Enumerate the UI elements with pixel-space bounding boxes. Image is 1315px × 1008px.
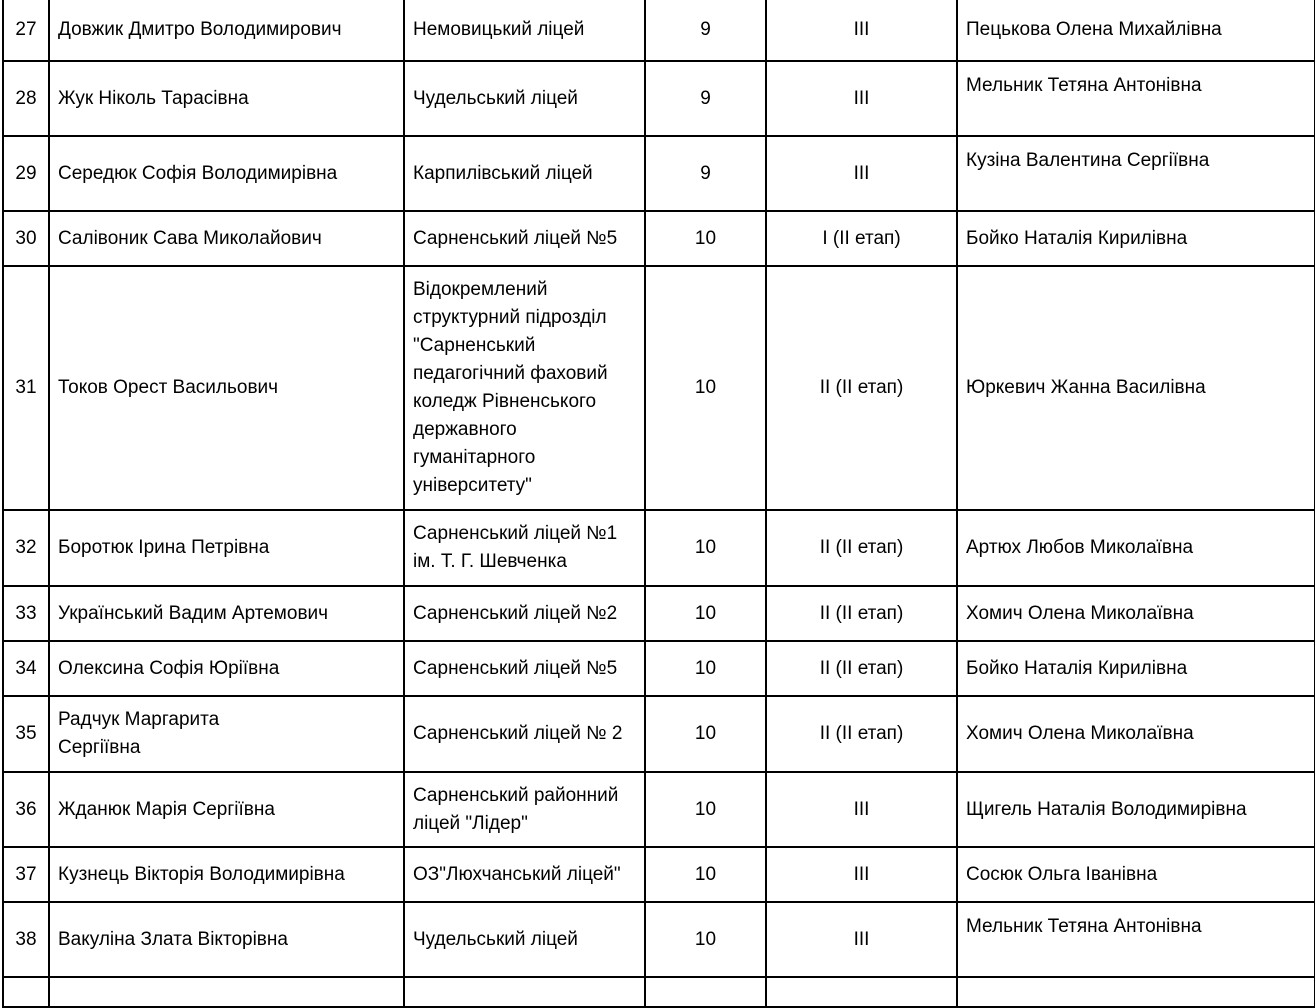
place: ІІІ xyxy=(766,61,957,136)
empty-cell xyxy=(645,977,766,1007)
table-row xyxy=(3,586,1315,641)
row-number: 38 xyxy=(3,902,49,977)
student-name: Середюк Софія Володимирівна xyxy=(49,136,404,211)
student-name: Радчук Маргарита Сергіївна xyxy=(49,696,404,772)
student-name: Жук Ніколь Тарасівна xyxy=(49,61,404,136)
student-name: Боротюк Ірина Петрівна xyxy=(49,510,404,586)
table-row xyxy=(3,136,1315,211)
table-row xyxy=(3,696,1315,772)
grade: 10 xyxy=(645,211,766,266)
table-row xyxy=(3,902,1315,977)
results-table-body xyxy=(3,0,1315,1007)
empty-cell xyxy=(404,977,645,1007)
student-name: Кузнець Вікторія Володимирівна xyxy=(49,847,404,902)
place: ІІІ xyxy=(766,772,957,847)
table-row xyxy=(3,510,1315,586)
teacher-name: Хомич Олена Миколаївна xyxy=(957,696,1315,772)
table-row xyxy=(3,772,1315,847)
row-number: 31 xyxy=(3,266,49,510)
teacher-name: Пецькова Олена Михайлівна xyxy=(957,0,1315,61)
teacher-name: Мельник Тетяна Антонівна xyxy=(957,902,1315,977)
teacher-name: Мельник Тетяна Антонівна xyxy=(957,61,1315,136)
teacher-name: Кузіна Валентина Сергіївна xyxy=(957,136,1315,211)
teacher-name: Хомич Олена Миколаївна xyxy=(957,586,1315,641)
row-number: 30 xyxy=(3,211,49,266)
place: ІІІ xyxy=(766,847,957,902)
teacher-name: Щигель Наталія Володимирівна xyxy=(957,772,1315,847)
grade: 10 xyxy=(645,696,766,772)
place: ІІ (ІІ етап) xyxy=(766,586,957,641)
place: ІІІ xyxy=(766,0,957,61)
place: ІІІ xyxy=(766,902,957,977)
empty-cell xyxy=(49,977,404,1007)
grade: 9 xyxy=(645,61,766,136)
table-row xyxy=(3,0,1315,61)
teacher-name: Сосюк Ольга Іванівна xyxy=(957,847,1315,902)
place: ІІ (ІІ етап) xyxy=(766,641,957,696)
table-row xyxy=(3,61,1315,136)
school-name: Чудельський ліцей xyxy=(404,902,645,977)
school-name: Сарненський ліцей №5 xyxy=(404,641,645,696)
school-name: Карпилівський ліцей xyxy=(404,136,645,211)
grade: 9 xyxy=(645,136,766,211)
school-name: Немовицький ліцей xyxy=(404,0,645,61)
school-name: ОЗ"Люхчанський ліцей" xyxy=(404,847,645,902)
school-name: Відокремлений структурний підрозділ "Сарненський педагогічний фаховий коледж Рівненського державного гуманітарного університету" xyxy=(404,266,645,510)
row-number: 34 xyxy=(3,641,49,696)
grade: 10 xyxy=(645,586,766,641)
student-name: Олексина Софія Юріївна xyxy=(49,641,404,696)
grade: 10 xyxy=(645,641,766,696)
table-row xyxy=(3,847,1315,902)
empty-cell xyxy=(3,977,49,1007)
place: ІІ (ІІ етап) xyxy=(766,510,957,586)
grade: 10 xyxy=(645,772,766,847)
place: ІІ (ІІ етап) xyxy=(766,266,957,510)
grade: 10 xyxy=(645,847,766,902)
teacher-name: Бойко Наталія Кирилівна xyxy=(957,641,1315,696)
row-number: 33 xyxy=(3,586,49,641)
student-name: Вакуліна Злата Вікторівна xyxy=(49,902,404,977)
teacher-name: Юркевич Жанна Василівна xyxy=(957,266,1315,510)
row-number: 32 xyxy=(3,510,49,586)
place: ІІІ xyxy=(766,136,957,211)
grade: 10 xyxy=(645,510,766,586)
student-name: Жданюк Марія Сергіївна xyxy=(49,772,404,847)
school-name: Сарненський ліцей №5 xyxy=(404,211,645,266)
teacher-name: Артюх Любов Миколаївна xyxy=(957,510,1315,586)
table-row xyxy=(3,641,1315,696)
empty-cell xyxy=(766,977,957,1007)
student-name: Український Вадим Артемович xyxy=(49,586,404,641)
row-number: 27 xyxy=(3,0,49,61)
row-number: 29 xyxy=(3,136,49,211)
student-name: Токов Орест Васильович xyxy=(49,266,404,510)
grade: 10 xyxy=(645,266,766,510)
row-number: 28 xyxy=(3,61,49,136)
school-name: Сарненський ліцей №2 xyxy=(404,586,645,641)
school-name: Чудельський ліцей xyxy=(404,61,645,136)
table-row xyxy=(3,266,1315,510)
school-name: Сарненський ліцей №1 ім. Т. Г. Шевченка xyxy=(404,510,645,586)
place: ІІ (ІІ етап) xyxy=(766,696,957,772)
results-table xyxy=(2,0,1315,1008)
school-name: Сарненський ліцей № 2 xyxy=(404,696,645,772)
student-name: Довжик Дмитро Володимирович xyxy=(49,0,404,61)
row-number: 36 xyxy=(3,772,49,847)
student-name: Салівоник Сава Миколайович xyxy=(49,211,404,266)
place: І (ІІ етап) xyxy=(766,211,957,266)
table-row xyxy=(3,211,1315,266)
table-row-partial xyxy=(3,977,1315,1007)
teacher-name: Бойко Наталія Кирилівна xyxy=(957,211,1315,266)
school-name: Сарненський районний ліцей "Лідер" xyxy=(404,772,645,847)
grade: 9 xyxy=(645,0,766,61)
row-number: 35 xyxy=(3,696,49,772)
row-number: 37 xyxy=(3,847,49,902)
empty-cell xyxy=(957,977,1315,1007)
grade: 10 xyxy=(645,902,766,977)
